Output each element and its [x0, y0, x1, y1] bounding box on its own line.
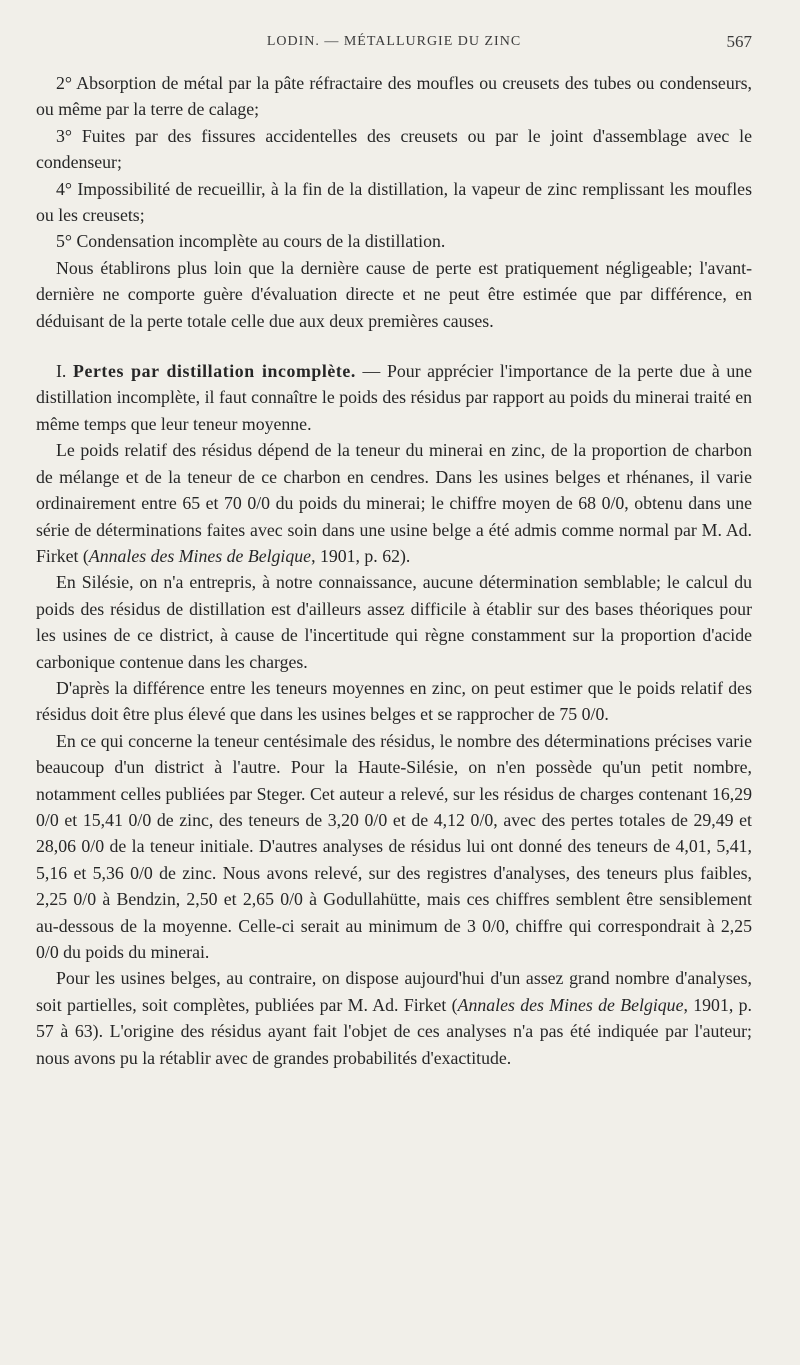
section-paragraph-pertes: I. Pertes par distillation incomplète. — Pour apprécier l'importance de la perte due à une distillation incomplète, il faut connaître le poids des résidus par rapport au poids du minerai traité en même temps que leur teneur moyenne. [36, 361, 753, 434]
page-number: 567 [726, 32, 752, 51]
citation-title: Annales des Mines de Belgique [88, 545, 312, 566]
paragraph-difference: D'après la différence entre les teneurs moyennes en zinc, on peut estimer que le poids relatif des résidus doit être plus élevé que dans les usines belges et se rapprocher de 75 0/0. [36, 677, 752, 725]
paragraph-usines-belges: Pour les usines belges, au contraire, on dispose aujourd'hui d'un assez grand nombre d'analyses, soit partielles, soit complètes, publiées par M. Ad. Firket (Annales des Mines de Belgique, 1901, p. 57 à 63). L'origine des résidus ayant fait l'objet de ces analyses n'a pas été indiquée par l'auteur; nous avons pu la rétablir avec de grandes probabilités d'exactitude. [36, 968, 752, 1068]
paragraph-teneur-centesimale: En ce qui concerne la teneur centésimale des résidus, le nombre des déterminations précises varie beaucoup d'un district à l'autre. Pour la Haute-Silésie, on n'en possède qu'un petit nombre, notamment celles publiées par Steger. Cet auteur a relevé, sur les résidus de charges contenant 16,29 0/0 et 15,41 0/0 de zinc, des teneurs de 3,20 0/0 et de 4,12 0/0, avec des pertes totales de 29,49 et 28,06 0/0 de la teneur initiale. D'autres analyses de résidus lui ont donné des teneurs de 4,01, 5,41, 5,16 et 5,36 0/0 de zinc. Nous avons relevé, sur des registres d'analyses, des teneurs plus faibles, 2,25 0/0 à Bendzin, 2,50 et 2,65 0/0 à Godullahütte, mais ces chiffres semblent être sensiblement au-dessous de la moyenne. Celle-ci serait au minimum de 3 0/0, chiffre qui correspondrait à 2,25 0/0 du poids du minerai. [36, 730, 752, 962]
section-heading: Pertes par distillation incomplète. [72, 361, 356, 382]
section-number: I. [56, 361, 73, 382]
cause-4-item: 4° Impossibilité de recueillir, à la fin de la distillation, la vapeur de zinc remplissant les moufles ou les creusets; [36, 178, 752, 226]
citation-title: Annales des Mines de Belgique [457, 994, 684, 1015]
page-body [36, 70, 752, 1071]
cause-2-item: 2° Absorption de métal par la pâte réfractaire des moufles ou creusets des tubes ou condenseurs, ou même par la terre de calage; [36, 73, 752, 120]
paragraph-silesie: En Silésie, on n'a entrepris, à notre connaissance, aucune détermination semblable; le calcul du poids des résidus de distillation est d'ailleurs assez difficile à établir sur des bases théoriques pour les usines de ce district, à cause de l'incertitude qui règne constamment sur la proportion d'acide carbonique contenue dans les charges. [36, 572, 752, 672]
page-header [36, 34, 752, 58]
running-title: LODIN. — MÉTALLURGIE DU ZINC [266, 34, 522, 49]
paragraph-poids-relatif: Le poids relatif des résidus dépend de la teneur du minerai en zinc, de la proportion de charbon de mélange et de la teneur de ce charbon en cendres. Dans les usines belges et rhénanes, il varie ordinairement entre 65 et 70 0/0 du poids du minerai; le chiffre moyen de 68 0/0, obtenu dans une série de déterminations faites avec soin dans une usine belge a été admis comme normal par M. Ad. Firket (Annales des Mines de Belgique, 1901, p. 62). [36, 440, 752, 566]
cause-5-item: 5° Condensation incomplète au cours de la distillation. [56, 231, 446, 252]
paragraph-causes-discussion: Nous établirons plus loin que la dernière cause de perte est pratiquement négligeable; l'avant-dernière ne comporte guère d'évaluation directe et ne peut être estimée que par différence, en déduisant de la perte totale celle due aux deux premières causes. [36, 257, 752, 331]
cause-3-item: 3° Fuites par des fissures accidentelles des creusets ou par le joint d'assemblage avec le condenseur; [36, 125, 752, 173]
